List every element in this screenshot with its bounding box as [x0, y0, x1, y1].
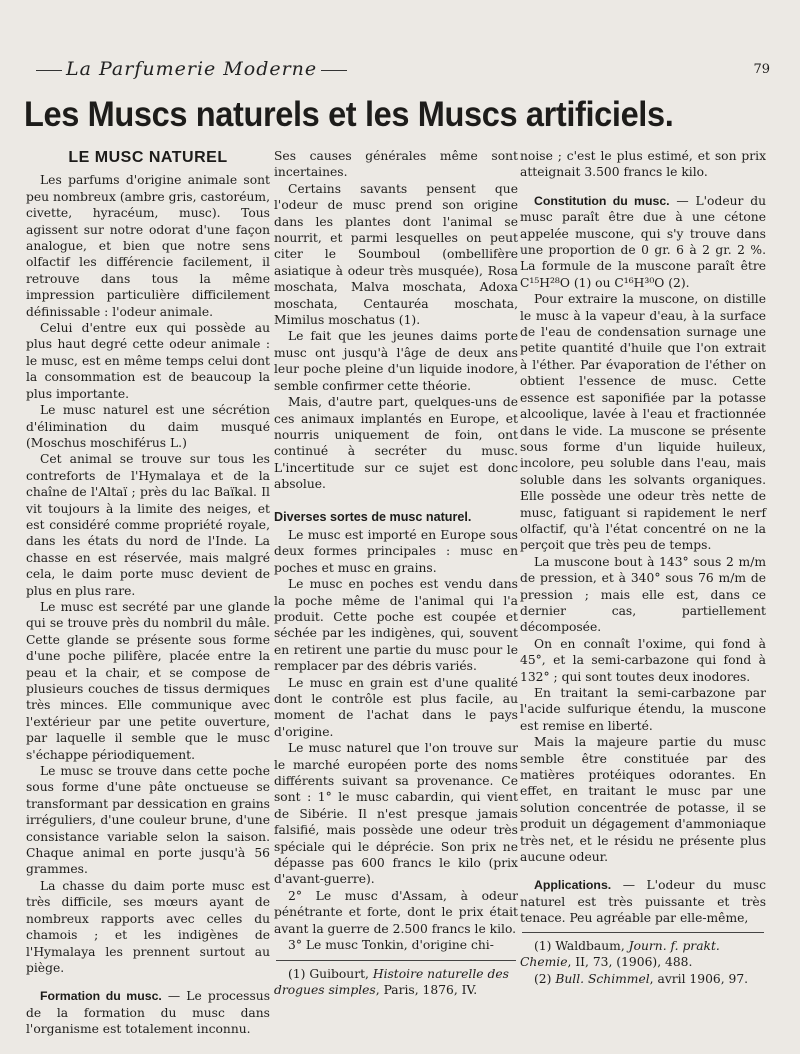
paragraph: Mais, d'autre part, quelques-uns de ces animaux implantés en Europe, et nourris uniquement de foin, ont continué à secréter du musc. L'incertitude sur ce sujet est donc absolue. [274, 395, 518, 492]
paragraph-constitution [520, 193, 766, 291]
paragraph: Le musc est secrété par une glande qui se trouve près du nombril du mâle. Cette glande se présente sous forme d'une poche pilifère, placée entre la peau et la chair, et se compose de plusieurs couches de tissus dermiques très minces. Elle communique avec l'extérieur par une petite ouverture, par laquelle il semble que le musc s'échappe périodiquement. [26, 599, 270, 762]
header-rule [321, 70, 347, 71]
paragraph: On en connaît l'oxime, qui fond à 45°, et la semi-carbazone qui fond à 132° ; qui sont toutes deux inodores. [520, 636, 766, 684]
paragraph: Le musc naturel est une sécrétion d'élimination du daim musqué (Moschus moschiférus L.) [26, 403, 270, 450]
run-in-text: — L'odeur du musc paraît être due à une cétone appelée muscone, qui s'y trouve dans une proportion de 0 gr. 6 à 2 gr. 2 %. La formule de la muscone paraît être C¹⁵H²⁸O (1) ou C¹⁶H³⁰O (2). [520, 193, 766, 290]
column-1 [26, 148, 270, 1038]
paragraph: 3° Le musc Tonkin, d'origine chi- [288, 938, 494, 953]
footnote-rule [522, 932, 764, 933]
paragraph: La muscone bout à 143° sous 2 m/m de pression, et à 340° sous 76 m/m de pression ; mais elle est, dans ce dernier cas, partiellement décomposée. [520, 554, 766, 635]
paragraph: En traitant la semi-carbazone par l'acide sulfurique étendu, la muscone est remise en liberté. [520, 686, 766, 733]
journal-name: La Parfumerie Moderne [66, 58, 318, 80]
paragraph: Le musc est importé en Europe sous deux formes principales : musc en poches et musc en grains. [274, 527, 518, 575]
paragraph: noise ; c'est le plus estimé, et son prix atteignait 3.500 francs le kilo. [520, 149, 766, 180]
paragraph: Ses causes générales même sont incertaines. [274, 149, 518, 180]
footnote-text: (2) [534, 971, 556, 986]
paragraph: Le musc en poches est vendu dans la poche même de l'animal qui l'a produit. Cette poche est coupée et séchée par les indigènes, qui, souvent en retirent une partie du musc pour le remplacer par des débris variés. [274, 577, 518, 674]
article-title: Les Muscs naturels et les Muscs artificiels. [24, 95, 674, 134]
run-in-heading: Applications. [534, 878, 612, 893]
paragraph: Le musc en grain est d'une qualité dont le contrôle est plus facile, au moment de l'achat dans le pays d'origine. [274, 675, 518, 739]
section-heading: Diverses sortes de musc naturel. [274, 509, 472, 524]
footnote [274, 966, 518, 999]
footnote-rule [276, 960, 516, 961]
footnote-text: (1) Guibourt, [288, 967, 373, 981]
paragraph-formation [26, 988, 270, 1037]
paragraph: Les parfums d'origine animale sont peu nombreux (ambre gris, castoréum, civette, hyracéum, musc). Tous agissent sur notre odorat d'une façon analogue, et bien que notre sens olfactif les différencie facilement, il retrouve dans tous la même impression particulière difficilement définissable : l'odeur animale. [26, 173, 270, 319]
footnote-text: , II, 73, (1906), 488. [567, 955, 693, 970]
paragraph: Certains savants pensent que l'odeur de musc prend son origine dans les plantes dont l'animal se nourrit, et parmi lesquelles on peut citer le Soumboul (ombellifère asiatique à odeur très musquée), Rosa moschata, Malva moschata, Adoxa moschata, Centauréa moschata, Mimilus moschatus (1). [274, 181, 518, 328]
footnote-title: Bull. Schimmel [555, 971, 650, 986]
footnote-text: (1) Waldbaum, [534, 939, 629, 953]
run-in-heading: Formation du musc. [40, 989, 162, 1004]
column-2 [274, 148, 518, 954]
paragraph: 2° Le musc d'Assam, à odeur pénétrante et forte, dont le prix était avant la guerre de 2.500 francs le kilo. [274, 888, 518, 936]
footnotes [520, 938, 766, 987]
running-header [32, 58, 351, 80]
page-number: 79 [753, 62, 770, 77]
section-heading: LE MUSC NATUREL [68, 149, 228, 166]
paragraph: Celui d'entre eux qui possède au plus haut degré cette odeur animale : le musc, est en même temps celui dont la consommation est de beaucoup la plus importante. [26, 321, 270, 401]
paragraph: Le musc naturel que l'on trouve sur le marché européen porte des noms différents suivant sa provenance. Ce sont : 1° le musc cabardin, qui vient de Sibérie. Il n'est presque jamais falsifié, mais possède une odeur très spéciale qui le déprécie. Son prix ne dépasse pas 600 francs le kilo (prix d'avant-guerre). [274, 741, 518, 887]
footnote-title: Journ. f. prakt. Chemie [520, 939, 720, 970]
header-rule [36, 70, 62, 71]
run-in-heading: Constitution du musc. [534, 193, 670, 208]
paragraph: Mais la majeure partie du musc semble être constituée par des matières protéiques odorantes. En effet, en traitant le musc par une solution concentrée de potasse, il se produit un dégagement d'ammoniaque très net, et le résidu ne présente plus aucune odeur. [520, 735, 766, 865]
paragraph: Cet animal se trouve sur tous les contreforts de l'Hymalaya et de la chaîne de l'Altaï ; près du lac Baïkal. Il vit toujours à la limite des neiges, et est considéré comme propriété royale, dans les états du nord de l'Inde. La chasse en est réservée, mais malgré cela, le daim porte musc devient de plus en plus rare. [26, 452, 270, 598]
run-in-text: — L'odeur du musc naturel est très puissante et très tenace. Peu agréable par elle-même, [520, 878, 766, 926]
paragraph: La chasse du daim porte musc est très difficile, ses mœurs ayant de nombreux rapports avec celles du chamois ; et les indigènes de l'Hymalaya les prennent surtout au piège. [26, 878, 270, 975]
footnote-text: , avril 1906, 97. [649, 971, 749, 986]
paragraph: Le musc se trouve dans cette poche sous forme d'une pâte onctueuse se transformant par dessication en grains irréguliers, d'une couleur brune, d'une consistance variable selon la saison. Chaque animal en porte jusqu'à 56 grammes. [26, 764, 270, 877]
column-3 [520, 148, 766, 927]
paragraph: Pour extraire la muscone, on distille le musc à la vapeur d'eau, à la surface de l'eau de condensation surnage une petite quantité d'huile que l'on extrait à l'éther. Par évaporation de l'éther on obtient l'essence de musc. Cette essence est saponifiée par la potasse alcoolique, lavée à l'eau et fractionnée dans le vide. La muscone se présente sous forme d'un liquide huileux, incolore, peu soluble dans l'eau, mais soluble dans les solvants organiques. Elle possède une odeur très nette de musc, fatiguant si rapidement le nerf olfactif, qu'à l'état concentré on ne la perçoit que très peu de temps. [520, 292, 766, 553]
run-in-text: — Le processus de la formation du musc dans l'organisme est totalement inconnu. [26, 989, 271, 1037]
paragraph: Le fait que les jeunes daims porte musc ont jusqu'à l'âge de deux ans leur poche pleine d'un liquide inodore, semble confirmer cette théorie. [274, 329, 518, 393]
footnote-text: , Paris, 1876, IV. [375, 983, 478, 998]
footnote-title: Histoire naturelle des drogues simples [274, 967, 509, 998]
paragraph-applications [520, 877, 766, 926]
